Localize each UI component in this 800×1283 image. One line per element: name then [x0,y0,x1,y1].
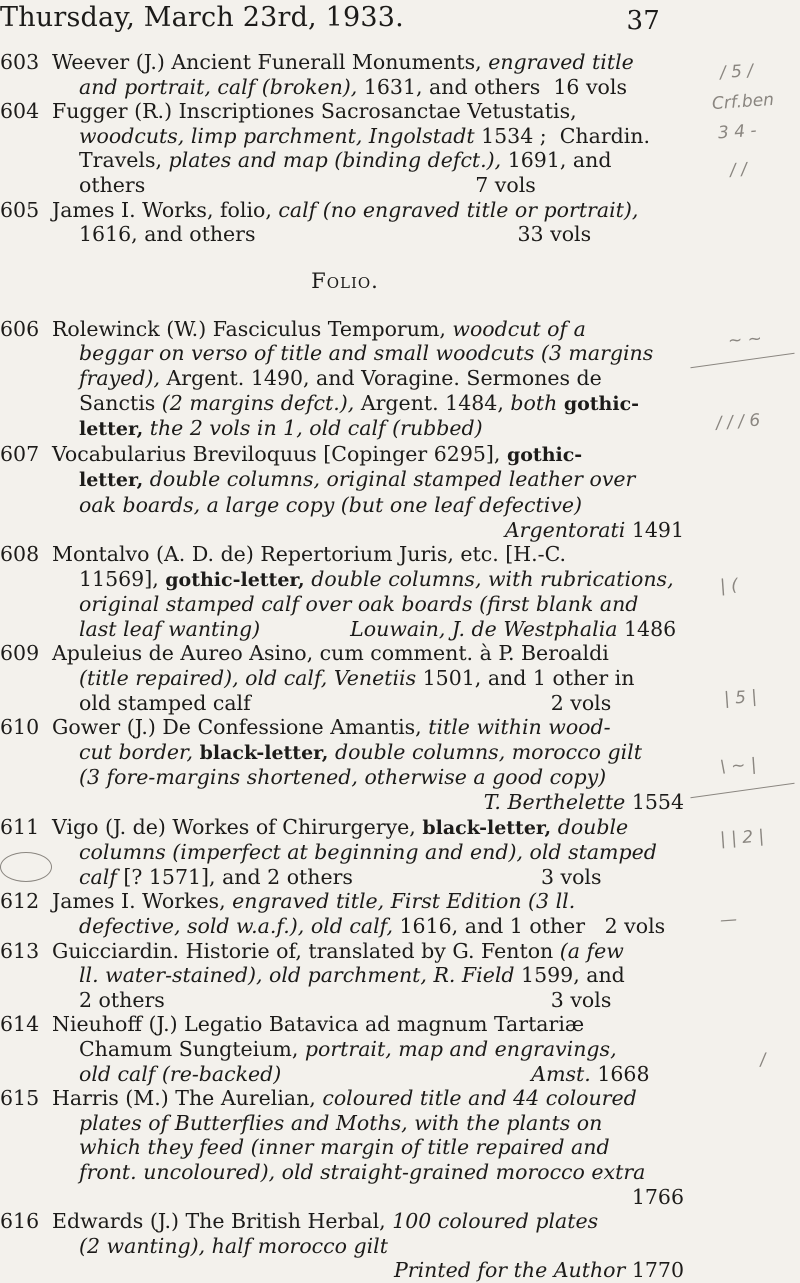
lot-line: cut border, black-letter, double columns, morocco gilt [79,739,642,764]
lot-line: Guicciardin. Historie of, translated by G. Fenton (a few [52,938,624,963]
lot-line: Edwards (J.) The British Herbal, 100 coloured plates [52,1209,599,1234]
pencil-mark: | ( [719,575,739,597]
lot-description [52,889,684,938]
lot-entry [0,641,690,715]
lot-number: 606 [0,316,40,341]
lot-entry [0,198,690,247]
pencil-mark: / 5 / [719,60,754,84]
lot-line: Fugger (R.) Inscriptiones Sacrosanctae Vetustatis, [52,99,577,124]
pencil-mark: / / [729,159,748,181]
lot-number: 610 [0,715,40,740]
lot-line: letter, the 2 vols in 1, old calf (rubbed) [79,416,483,441]
lot-number: 603 [0,50,40,74]
pencil-mark [690,353,794,369]
lot-line: Harris (M.) The Aurelian, coloured title and 44 coloured [52,1086,637,1111]
lot-entry [0,542,690,641]
lot-line: letter, double columns, original stamped leather over [79,467,636,492]
lot-description [52,50,684,99]
lot-line: Nieuhoff (J.) Legatio Batavica ad magnum Tartariæ [52,1012,585,1037]
lot-line: which they feed (inner margin of title repaired and [79,1135,610,1160]
page-title: Thursday, March 23rd, 1933. [0,2,404,33]
lot-line: Montalvo (A. D. de) Repertorium Juris, etc. [H.-C. [52,542,567,567]
lot-line: Argentorati 1491 [504,517,684,542]
lot-line: others 7 vols [79,172,536,197]
lot-description [52,715,684,814]
lot-number: 614 [0,1012,40,1037]
lot-line: frayed), Argent. 1490, and Voragine. Sermones de [79,365,602,390]
lot-description [52,1209,684,1283]
lot-description [52,641,684,715]
lot-line: James I. Workes, engraved title, First Edition (3 ll. [52,889,576,914]
lot-line: 11569], gothic-letter, double columns, with rubrications, [79,566,674,591]
lot-number: 615 [0,1086,40,1111]
lot-number: 605 [0,197,40,222]
pencil-circle [0,852,52,882]
lot-entry [0,442,690,542]
lot-line: old stamped calf 2 vols [79,690,612,715]
lot-line: Vigo (J. de) Workes of Chirurgerye, black-letter, double [52,814,629,839]
lot-line: Apuleius de Aureo Asino, cum comment. à P. Beroaldi [52,641,609,666]
lot-line: 1616, and others 33 vols [79,222,592,247]
lot-entry [0,939,690,1013]
lot-entry [0,715,690,814]
lot-line: Rolewinck (W.) Fasciculus Temporum, woodcut of a [52,316,586,341]
pencil-mark: / [759,1049,767,1071]
lot-line: plates of Butterflies and Moths, with the plants on [79,1110,603,1135]
lot-line: oak boards, a large copy (but one leaf defective) [79,492,583,517]
pencil-mark [690,783,794,799]
lot-description [52,198,684,247]
lot-number: 604 [0,99,40,124]
page-header [0,0,690,40]
lot-line: front. uncoloured), old straight-grained morocco extra [79,1159,646,1184]
page-number: 37 [626,6,660,36]
lot-list [0,50,690,1283]
lot-line: (2 wanting), half morocco gilt [79,1233,388,1258]
lot-description [52,442,684,542]
lot-description [52,317,684,442]
lot-entry [0,50,690,99]
lot-number: 612 [0,889,40,914]
lot-line: Weever (J.) Ancient Funerall Monuments, engraved title [52,50,634,74]
lot-line: Printed for the Author 1770 [394,1258,684,1283]
lot-entry [0,317,690,442]
lot-entry [0,1209,690,1283]
lot-line: James I. Works, folio, calf (no engraved title or portrait), [52,197,639,222]
lot-number: 607 [0,441,40,466]
pencil-mark: — [719,909,738,931]
lot-line: Gower (J.) De Confessione Amantis, title within wood- [52,715,611,740]
lot-line: beggar on verso of title and small woodcuts (3 margins [79,341,654,366]
pencil-mark: / / / 6 [715,410,761,434]
lot-line: last leaf wanting) Louwain, J. de Westphalia 1486 [79,616,677,641]
lot-line: Vocabularius Breviloquus [Copinger 6295], gothic- [52,441,583,466]
lot-entry [0,815,690,890]
lot-entry [0,1012,690,1086]
lot-line: columns (imperfect at beginning and end), old stamped [79,840,657,865]
pencil-mark: Crf.ben [711,89,775,115]
lot-line: 2 others 3 vols [79,987,612,1012]
lot-description [52,1086,684,1209]
lot-line: calf [? 1571], and 2 others 3 vols [79,864,602,889]
lot-entry [0,1086,690,1209]
lot-description [52,939,684,1013]
lot-line: 1766 [631,1184,684,1209]
lot-line: Travels, plates and map (binding defct.), 1691, and [79,148,612,173]
lot-line: ll. water-stained), old parchment, R. Field 1599, and [79,963,625,988]
lot-line: Sanctis (2 margins defct.), Argent. 1484, both gothic- [79,390,640,415]
pencil-mark: 3 4 - [717,120,758,144]
lot-number: 609 [0,641,40,666]
pencil-mark: ~ ~ [727,328,763,352]
lot-description [52,1012,684,1086]
lot-line: and portrait, calf (broken), 1631, and others 16 vols [79,74,627,99]
lot-line: Chamum Sungteium, portrait, map and engravings, [79,1036,617,1061]
lot-line: woodcuts, limp parchment, Ingolstadt 1534 ; Chardin. [79,123,651,148]
pencil-mark: \ ~ | [719,754,758,778]
lot-number: 613 [0,938,40,963]
lot-line: T. Berthelette 1554 [483,790,684,815]
lot-description [52,815,684,890]
lot-number: 608 [0,542,40,567]
lot-line: (3 fore-margins shortened, otherwise a good copy) [79,765,607,790]
lot-line: defective, sold w.a.f.), old calf, 1616, and 1 other 2 vols [79,914,666,938]
lot-description [52,99,684,197]
lot-entry [0,889,690,938]
section-heading-folio: Folio. [311,268,379,293]
pencil-mark: | | 2 | [719,826,765,850]
lot-number: 611 [0,814,40,839]
lot-line: old calf (re-backed) Amst. 1668 [79,1061,650,1086]
lot-description [52,542,684,641]
lot-entry [0,99,690,197]
pencil-mark: | 5 | [723,686,758,710]
lot-number: 616 [0,1209,40,1234]
lot-line: original stamped calf over oak boards (first blank and [79,592,639,617]
lot-line: (title repaired), old calf, Venetiis 1501, and 1 other in [79,666,635,691]
